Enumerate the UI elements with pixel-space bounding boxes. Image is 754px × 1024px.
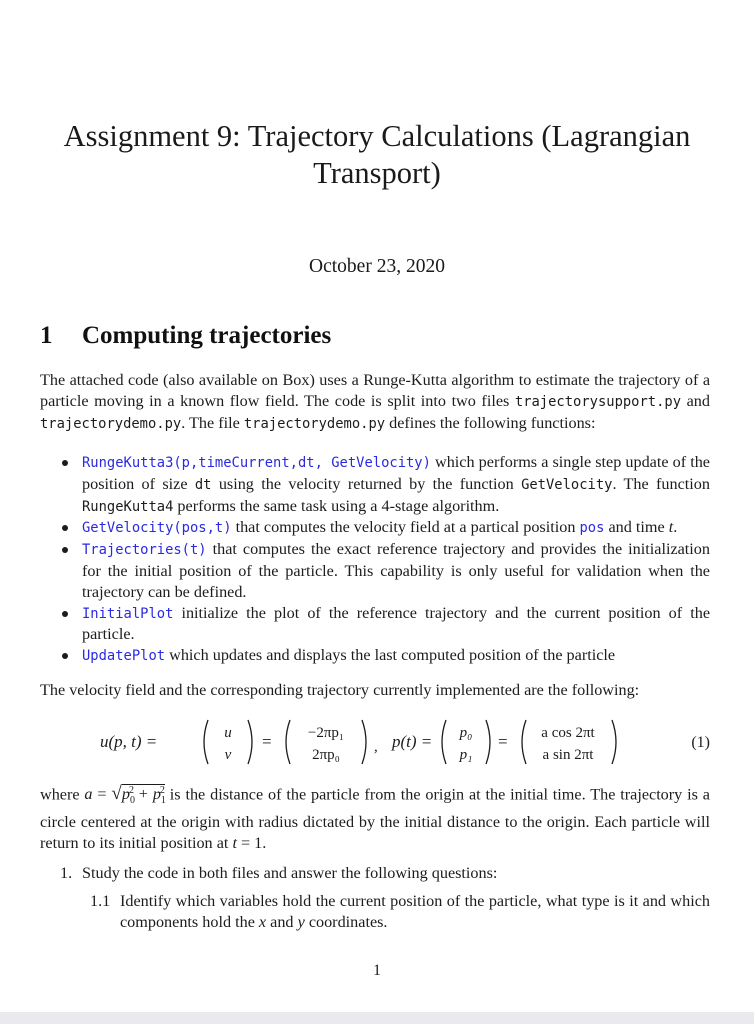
bullet-icon xyxy=(62,653,68,659)
paren-left xyxy=(522,720,526,764)
file-name: trajectorydemo.py xyxy=(243,415,386,432)
vec-vel-top: −2πp₁ xyxy=(307,725,345,741)
function-link[interactable]: UpdatePlot xyxy=(82,648,166,665)
function-link[interactable]: RungeKutta3(p,timeCurrent,dt, GetVelocity) xyxy=(82,455,431,471)
function-link[interactable]: Trajectories(t) xyxy=(82,542,207,559)
question-list xyxy=(60,863,710,884)
list-item: InitialPlot initialize the plot of the reference trajectory and the current position of the particle. xyxy=(40,603,710,646)
sub-question-list xyxy=(90,891,710,933)
list-item: 1.1 Identify which variables hold the current position of the particle, what type is it and which components hold the x and y coordinates. xyxy=(90,892,710,931)
list-item: UpdatePlot which updates and displays the last computed position of the particle xyxy=(40,645,710,667)
list-item: GetVelocity(pos,t) that computes the velocity field at a partical position pos and time t. xyxy=(40,517,710,539)
where-paragraph: where $a = √p_0^2 + p_1^2$ is the distance of the particle from the origin at the initial time. The trajectory is a circle centered at the origin with radius dictated by the initial distance to the origin. Each particle will return to its initial position at t = 1. xyxy=(40,783,710,853)
function-link[interactable]: InitialPlot xyxy=(82,605,174,622)
svg-text:,: , xyxy=(374,739,378,755)
function-list xyxy=(40,452,710,667)
list-item: 1. Study the code in both files and answer the following questions: xyxy=(60,864,498,882)
eq-lhs: u(p, t) = xyxy=(100,732,158,751)
list-item: RungeKutta3(p,timeCurrent,dt, GetVelocity) which performs a single step update of the position of size dt using the velocity returned by the function GetVelocity. The function RungeKutta4 performs the same task using a 4-stage algorithm. xyxy=(40,452,710,517)
bullet-icon xyxy=(62,547,68,553)
vec-circ-top: a cos 2πt xyxy=(541,725,595,741)
bullet-icon xyxy=(62,611,68,617)
item-number: 1. xyxy=(60,864,73,882)
file-name: trajectorydemo.py xyxy=(40,415,182,432)
paren-right xyxy=(486,720,490,764)
document-date: October 23, 2020 xyxy=(309,256,445,277)
equation-label: (1) xyxy=(691,734,710,751)
svg-text:=: = xyxy=(262,732,272,751)
equation-1 xyxy=(40,712,714,772)
paren-right xyxy=(362,720,366,764)
section-title: Computing trajectories xyxy=(82,322,332,349)
paren-right xyxy=(248,720,252,764)
document-title: Assignment 9: Trajectory Calculations (Lagrangian Transport) xyxy=(63,119,691,190)
bullet-icon xyxy=(62,460,68,466)
file-name: trajectorysupport.py xyxy=(514,393,682,410)
intro-paragraph: The attached code (also available on Box) uses a Runge-Kutta algorithm to estimate the trajectory of a particle moving in a known flow field. The code is split into two files trajectorysupport.py and trajectorydemo.py. The file trajectorydemo.py defines the following functions: xyxy=(40,371,710,432)
eq-rhs-lhs: p(t) = xyxy=(392,732,433,751)
vec-u: u xyxy=(224,725,232,741)
function-link[interactable]: GetVelocity(pos,t) xyxy=(82,520,232,537)
paren-left xyxy=(442,720,446,764)
bullet-icon xyxy=(62,525,68,531)
paren-right xyxy=(612,720,616,764)
svg-text:=: = xyxy=(498,732,508,751)
list-item: Trajectories(t) that computes the exact reference trajectory and provides the initialization for the initial position of the particle. This capability is only useful for validation when the trajectory can be defined. xyxy=(40,539,710,602)
viewer-bottom-edge xyxy=(0,1012,754,1024)
item-number: 1.1 xyxy=(90,892,111,910)
variable-link[interactable]: pos xyxy=(579,520,605,537)
section-number: 1 xyxy=(40,322,53,349)
velocity-intro: The velocity field and the corresponding trajectory currently implemented are the following: xyxy=(40,681,640,699)
vec-v: v xyxy=(224,747,232,763)
paren-left xyxy=(286,720,290,764)
page-number: 1 xyxy=(373,962,381,979)
section-heading xyxy=(40,322,331,350)
vec-p1: p₁ xyxy=(459,747,473,763)
vec-vel-bottom: 2πp₀ xyxy=(312,747,340,763)
paren-left xyxy=(204,720,208,764)
radius-formula: $a = √p_0^2 + p_1^2$ xyxy=(84,783,166,807)
equation-svg xyxy=(40,712,714,772)
vec-circ-bottom: a sin 2πt xyxy=(542,747,594,763)
vec-p0: p₀ xyxy=(459,725,473,741)
